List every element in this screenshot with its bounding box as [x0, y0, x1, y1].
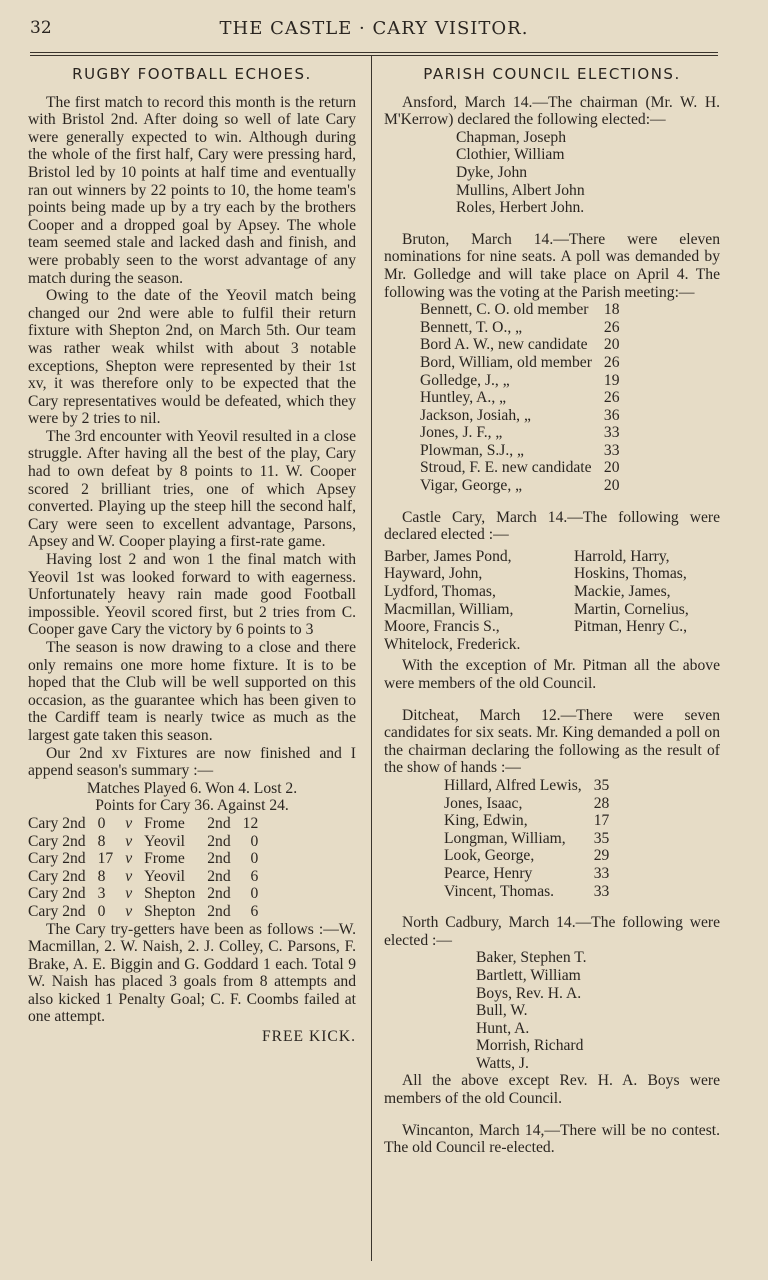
fixture-opp-score: 0: [250, 850, 259, 868]
fixture-opp-score: 12: [242, 814, 259, 832]
candidate-name: Plowman, S.J., „: [420, 441, 524, 459]
ditcheat-intro: Ditcheat, March 12.—There were seven candidates for six seats. Mr. King demanded a poll on the chairman declaring the following as the result of the show of hands :—: [384, 706, 720, 777]
rugby-paragraph-6: Our 2nd xv Fixtures are now finished and I append season's summary :—: [28, 744, 356, 780]
candidate-votes: 20: [603, 459, 620, 477]
elected-name: Chapman, Joseph: [456, 128, 567, 146]
fixture-side: 2nd: [207, 832, 231, 850]
elected-name: Moore, Francis S.,: [384, 618, 500, 636]
candidate-votes: 20: [603, 477, 620, 495]
fixture-score: 17: [97, 850, 114, 868]
candidate-name: Bord, William, old member: [420, 353, 592, 371]
elected-name: Hayward, John,: [384, 565, 483, 583]
fixture-opp: Yeovil: [144, 867, 186, 885]
poll-row: [420, 389, 623, 407]
candidate-name: Jackson, Josiah, „: [420, 406, 531, 424]
fixture-opp-score: 0: [250, 832, 259, 850]
fixture-side: 2nd: [207, 867, 231, 885]
poll-row: [420, 301, 623, 319]
elected-name: Mackie, James,: [574, 583, 671, 601]
fixture-team: Cary 2nd: [28, 867, 86, 885]
fixture-row: [28, 815, 270, 833]
rugby-paragraph-4: Having lost 2 and won 1 the final match with Yeovil 1st was looked forward to with eagerness. Unfortunately heavy rain made good Football impossible. Yeovil scored first, but 2 tries from C. Cooper gave Cary the victory by 6 points to 3: [28, 551, 356, 639]
rugby-paragraph-1: The first match to record this month is the return with Bristol 2nd. After doing so well of late Cary were generally expected to win. Although during the whole of the first half, Cary were pressing hard, Bristol led by 10 points at half time and eventually ran out winners by 22 points to 10, the home team's points being made up by a try each by the brothers Cooper and a dropped goal by Apsey. The whole team seemed stale and lacked dash and finish, and were probably seen to the worst advantage of any match during the season.: [28, 93, 356, 287]
fixture-side: 2nd: [207, 850, 231, 868]
page-number: 32: [30, 18, 52, 38]
fixture-opp-score: 6: [250, 902, 259, 920]
poll-row: [420, 354, 623, 372]
candidate-votes: 17: [593, 812, 610, 830]
candidate-votes: 33: [603, 441, 620, 459]
candidate-votes: 35: [593, 829, 610, 847]
candidate-name: Longman, William,: [444, 829, 566, 847]
candidate-name: Jones, J. F., „: [420, 424, 503, 442]
poll-row: [420, 336, 623, 354]
poll-row: [444, 865, 613, 883]
poll-row: [420, 477, 623, 495]
elected-name: Pitman, Henry C.,: [574, 618, 688, 636]
elected-name: Whitelock, Frederick.: [384, 635, 521, 653]
candidate-name: Vigar, George, „: [420, 477, 523, 495]
candidate-name: Stroud, F. E. new candidate: [420, 459, 592, 477]
north-cadbury-names: [476, 949, 720, 1072]
candidate-votes: 33: [593, 882, 610, 900]
candidate-votes: 33: [603, 424, 620, 442]
bruton-poll: [420, 301, 623, 495]
poll-row: [444, 847, 613, 865]
elected-name: Morrish, Richard: [476, 1037, 584, 1055]
fixture-v: v: [125, 814, 133, 832]
fixture-score: 8: [97, 832, 106, 850]
rugby-paragraph-7: The Cary try-getters have been as follows :—W. Macmillan, 2. W. Naish, 2. J. Colley, C. Parsons, F. Brake, A. E. Biggin and G. Goddard 1 each. Total 9 W. Naish has placed 3 goals from 8 attempts and also kicked 1 Penalty Goal; C. F. Coombs failed at one attempt.: [28, 920, 356, 1026]
fixture-opp-score: 6: [250, 867, 259, 885]
season-summary-matches: Matches Played 6. Won 4. Lost 2.: [86, 779, 298, 797]
fixture-opp: Shepton: [144, 885, 196, 903]
fixture-row: [28, 833, 270, 851]
fixture-team: Cary 2nd: [28, 885, 86, 903]
candidate-name: Look, George,: [444, 847, 535, 865]
fixture-opp: Yeovil: [144, 832, 186, 850]
candidate-name: Bord A. W., new candidate: [420, 336, 588, 354]
elected-name: Hoskins, Thomas,: [574, 565, 687, 583]
candidate-name: Vincent, Thomas.: [444, 882, 555, 900]
fixture-v: v: [125, 850, 133, 868]
page-header: [30, 18, 718, 42]
elected-name: Lydford, Thomas,: [384, 583, 496, 601]
poll-row: [444, 812, 613, 830]
ansford-intro: Ansford, March 14.—The chairman (Mr. W. H. M'Kerrow) declared the following elected:—: [384, 93, 720, 129]
rugby-paragraph-5: The season is now drawing to a close and there only remains one more home fixture. It is to be hoped that the Club will be well supported on this occasion, as the guarantee which has been given to the Cardiff team is nearly twice as much as the largest gate taken this season.: [28, 639, 356, 744]
candidate-votes: 29: [593, 847, 610, 865]
candidate-name: Hillard, Alfred Lewis,: [444, 776, 582, 794]
fixtures-table: [28, 815, 270, 921]
candidate-name: Bennett, T. O., „: [420, 318, 523, 336]
castle-cary-names: [384, 548, 720, 654]
header-rule-2: [30, 55, 718, 56]
fixture-v: v: [125, 867, 133, 885]
poll-row: [444, 830, 613, 848]
candidate-votes: 35: [593, 776, 610, 794]
elected-name: Hunt, A.: [476, 1019, 530, 1037]
elected-name: Dyke, John: [456, 163, 528, 181]
rugby-column: [28, 60, 356, 1046]
candidate-name: Jones, Isaac,: [444, 794, 523, 812]
candidate-votes: 18: [603, 301, 620, 319]
elected-name: Bull, W.: [476, 1002, 528, 1020]
fixture-side: 2nd: [207, 814, 231, 832]
candidate-votes: 26: [603, 353, 620, 371]
fixture-score: 8: [97, 867, 106, 885]
candidate-votes: 28: [593, 794, 610, 812]
fixture-opp-score: 0: [250, 885, 259, 903]
poll-row: [444, 795, 613, 813]
poll-row: [420, 372, 623, 390]
fixture-team: Cary 2nd: [28, 850, 86, 868]
parish-column: [384, 60, 720, 1157]
fixture-score: 3: [97, 885, 106, 903]
elected-name: Boys, Rev. H. A.: [476, 984, 582, 1002]
candidate-name: Bennett, C. O. old member: [420, 301, 589, 319]
elected-name: Roles, Herbert John.: [456, 199, 585, 217]
rugby-paragraph-2: Owing to the date of the Yeovil match being changed our 2nd were able to fulfil their return fixture with Shepton 2nd, on March 5th. Our team was rather weak whilst with about 3 notable exceptions, Shepton were represented by their 1st xv, it was therefore only to be expected that the Cary representatives would be defeated, which they were by 2 tries to nil.: [28, 287, 356, 428]
fixture-opp: Frome: [144, 850, 185, 868]
fixture-row: [28, 885, 270, 903]
publication-title: THE CASTLE · CARY VISITOR.: [219, 18, 529, 39]
north-cadbury-note: All the above except Rev. H. A. Boys were members of the old Council.: [384, 1072, 720, 1108]
fixture-row: [28, 868, 270, 886]
poll-row: [420, 442, 623, 460]
fixture-opp: Frome: [144, 814, 185, 832]
fixture-score: 0: [97, 902, 106, 920]
candidate-votes: 26: [603, 318, 620, 336]
north-cadbury-intro: North Cadbury, March 14.—The following were elected :—: [384, 914, 720, 949]
candidate-name: Pearce, Henry: [444, 864, 533, 882]
fixture-side: 2nd: [207, 902, 231, 920]
fixture-opp: Shepton: [144, 902, 196, 920]
poll-row: [444, 777, 613, 795]
castle-cary-intro: Castle Cary, March 14.—The following were declared elected :—: [384, 508, 720, 544]
ansford-names: [456, 129, 720, 217]
fixture-team: Cary 2nd: [28, 902, 86, 920]
wincanton-note: Wincanton, March 14,—There will be no contest. The old Council re-elected.: [384, 1121, 720, 1157]
rugby-signoff: FREE KICK.: [261, 1028, 356, 1046]
candidate-name: Golledge, J., „: [420, 371, 510, 389]
elected-name: Martin, Cornelius,: [574, 600, 689, 618]
season-summary-points: Points for Cary 36. Against 24.: [95, 797, 289, 815]
elected-name: Harrold, Harry,: [574, 547, 670, 565]
fixture-v: v: [125, 885, 133, 903]
elected-name: Macmillan, William,: [384, 600, 514, 618]
elected-name: Baker, Stephen T.: [476, 949, 587, 967]
candidate-votes: 33: [593, 864, 610, 882]
fixture-side: 2nd: [207, 885, 231, 903]
fixture-row: [28, 903, 270, 921]
parish-title: PARISH COUNCIL ELECTIONS.: [423, 65, 681, 83]
elected-name: Clothier, William: [456, 146, 565, 164]
fixture-team: Cary 2nd: [28, 814, 86, 832]
elected-name: Watts, J.: [476, 1054, 529, 1072]
poll-row: [444, 883, 613, 901]
candidate-name: Huntley, A., „: [420, 389, 507, 407]
fixture-v: v: [125, 902, 133, 920]
castle-cary-note: With the exception of Mr. Pitman all the above were members of the old Council.: [384, 657, 720, 692]
elected-name: Barber, James Pond,: [384, 547, 512, 565]
candidate-votes: 36: [603, 406, 620, 424]
fixture-score: 0: [97, 814, 106, 832]
ditcheat-poll: [444, 777, 613, 900]
rugby-title: RUGBY FOOTBALL ECHOES.: [72, 65, 312, 83]
poll-row: [420, 407, 623, 425]
elected-name: Bartlett, William: [476, 966, 581, 984]
elected-name: Mullins, Albert John: [456, 181, 585, 199]
rugby-paragraph-3: The 3rd encounter with Yeovil resulted in a close struggle. After having all the best of the play, Cary had to own defeat by 8 points to 11. W. Cooper scored 2 brilliant tries, one of which Apsey converted. Playing up the steep hill the second half, Cary were seen to excellent advantage, Parsons, Apsey and W. Cooper playing a first-rate game.: [28, 427, 356, 551]
header-rule: [30, 52, 718, 53]
poll-row: [420, 424, 623, 442]
column-divider: [371, 56, 372, 1261]
fixture-v: v: [125, 832, 133, 850]
bruton-intro: Bruton, March 14.—There were eleven nominations for nine seats. A poll was demanded by Mr. Golledge and will take place on April 4. The following was the voting at the Parish meeting:—: [384, 230, 720, 301]
candidate-votes: 19: [603, 371, 620, 389]
fixture-team: Cary 2nd: [28, 832, 86, 850]
candidate-name: King, Edwin,: [444, 812, 528, 830]
candidate-votes: 20: [603, 336, 620, 354]
poll-row: [420, 459, 623, 477]
poll-row: [420, 319, 623, 337]
fixture-row: [28, 850, 270, 868]
elected-name: [574, 636, 724, 654]
candidate-votes: 26: [603, 389, 620, 407]
